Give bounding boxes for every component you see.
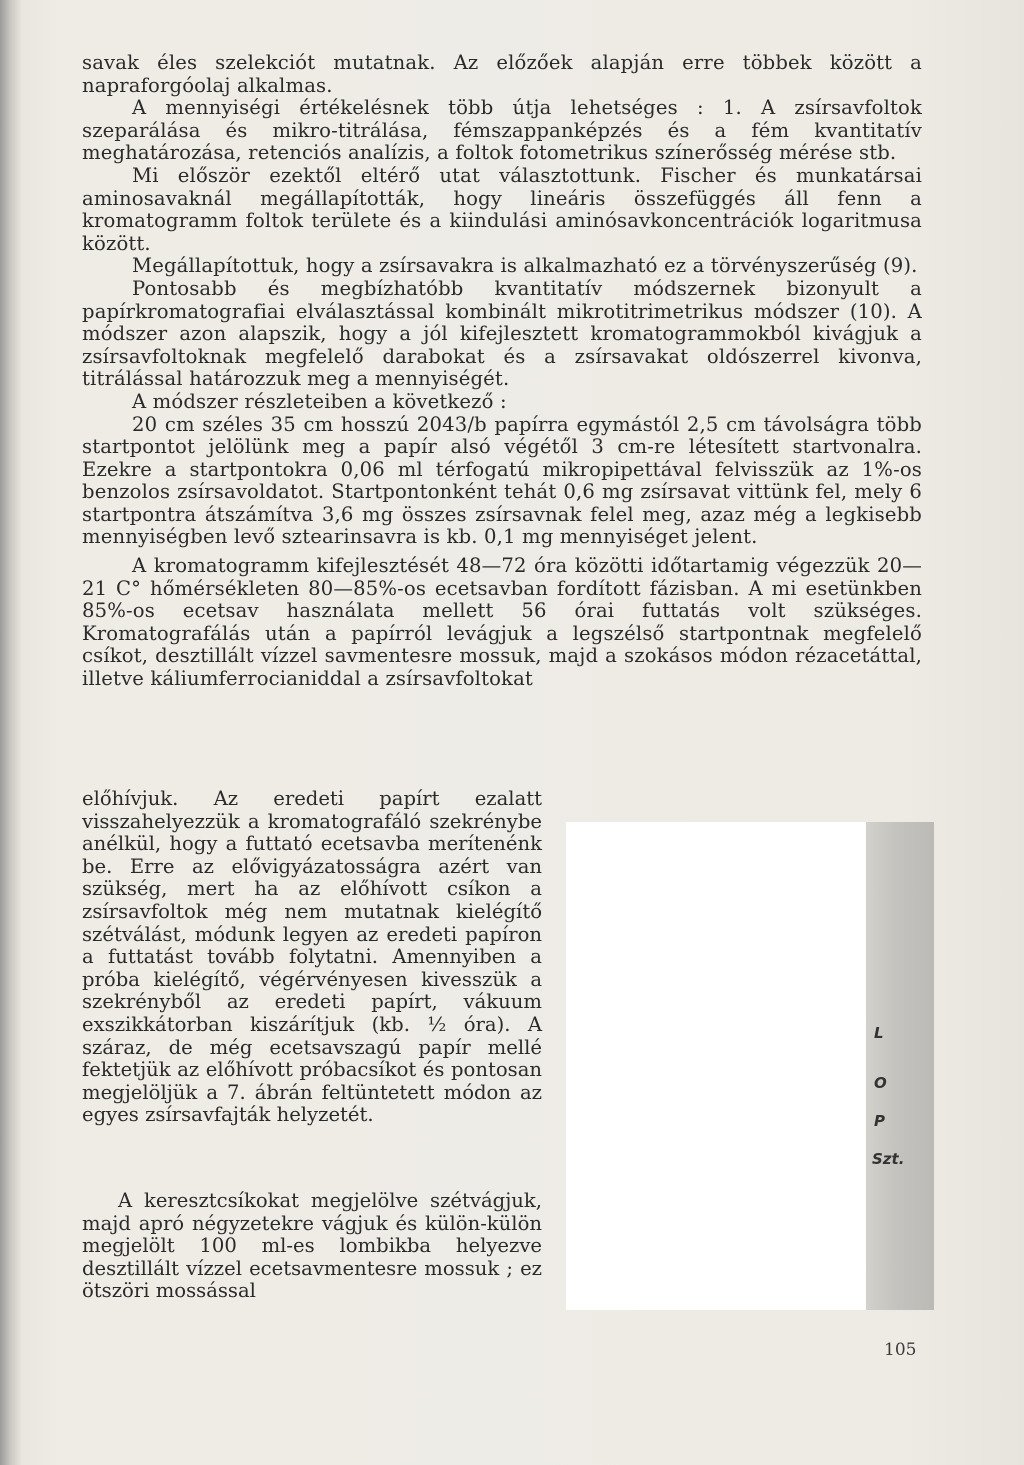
paragraph-4: Megállapítottuk, hogy a zsírsavakra is alkalmazható ez a törvényszerűség (9). [132,254,918,278]
paragraph-3: Mi először ezektől eltérő utat választottunk. Fischer és munkatársai aminosavaknál megállapították, hogy lineáris összefüggés áll fenn a kromatogramm foltok területe és a kiindulási aminósavkoncentrációk logaritmusa között. [82,163,922,255]
paragraph-5: Pontosabb és megbízhatóbb kvantitatív módszernek bizonyult a papírkromatografiai elválasztással kombinált mikrotitrimetrikus módszer (10). A módszer azon alapszik, hogy a jól kifejlesztett kromatogrammokból kivágjuk a zsírsavfoltoknak megfelelő darabokat és a zsírsavakat oldószerrel kivonva, titrálással határozzuk meg a mennyiségét. [82,276,922,391]
paragraph-10: A keresztcsíkokat megjelölve szétvágjuk, majd apró négyzetekre vágjuk és külön-külön megjelölt 100 ml-es lombikba helyezve desztillált vízzel ecetsavmentesre mossuk ; ez ötszöri mossással [82,1189,542,1303]
paragraph-9: előhívjuk. Az eredeti papírt ezalatt visszahelyezzük a kromatografáló szekrénybe anélkül, hogy a futtató ecetsavba merítenénk be. Erre az elővigyázatosságra azért van szükség, mert ha az előhívott csíkon a zsírsavfoltok még nem mutatnak kielégítő szétválást, módunk legyen az eredeti papíron a futtatást tovább folytatni. Amennyiben a próba kielégítő, végérvényesen kivesszük a szekrényből az eredeti papírt, vákuum exszikkátorban kiszárítjuk (kb. ½ óra). A száraz, de még ecetsavszagú papír mellé fektetjük az előhívott próbacsíkot és pontosan megjelöljük a 7. ábrán feltüntetett módon az egyes zsírsavfajták helyzetét. [82,787,542,1127]
main-text [82,52,922,691]
figure-label-l: L [874,1024,884,1042]
figure-label-p: P [874,1112,885,1130]
wrapped-text-1 [82,788,542,1127]
wrapped-text-2 [82,1190,542,1303]
page-number: 105 [884,1340,917,1360]
figure-image [566,822,866,1310]
paragraph-2: A mennyiségi értékelésnek több útja lehetséges : 1. A zsírsavfoltok szeparálása és mikro-titrálása, fémszappanképzés és a fém kvantitatív meghatározása, retenciós analízis, a foltok fotometrikus színerősség mérése stb. [82,96,922,165]
paragraph-8: A kromatogramm kifejlesztését 48—72 óra közötti időtartamig végezzük 20—21 C° hőmérsékleten 80—85%-os ecetsavban fordított fázisban. A mi esetünkben 85%-os ecetsav használata mellett 56 órai futtatás volt szükséges. Kromatografálás után a papírról levágjuk a legszélső startpontnak megfelelő csíkot, desztillált vízzel savmentesre mossuk, majd a szokásos módon rézacetáttal, illetve káliumferrocianiddal a zsírsavfoltokat [82,554,922,691]
figure-label-szt: Szt. [872,1150,905,1168]
figure-label-o: O [874,1074,887,1092]
paragraph-1: savak éles szelekciót mutatnak. Az előzőek alapján erre többek között a napraforgóolaj alkalmas. [82,51,922,97]
paragraph-7: 20 cm széles 35 cm hosszú 2043/b papírra egymástól 2,5 cm távolságra több startpontot jelölünk meg a papír alsó végétől 3 cm-re létesített startvonalra. Ezekre a startpontokra 0,06 ml térfogatú mikropipettával felvisszük az 1%-os benzolos zsírsavoldatot. Startpontonként tehát 0,6 mg zsírsavat vittünk fel, mely 6 startpontra átszámítva 3,6 mg összes zsírsavnak felel meg, azaz még a legkisebb mennyiségben levő sztearinsavra is kb. 0,1 mg mennyiséget jelent. [82,412,922,549]
figure-strip [866,822,934,1310]
paragraph-6: A módszer részleteiben a következő : [132,389,507,413]
